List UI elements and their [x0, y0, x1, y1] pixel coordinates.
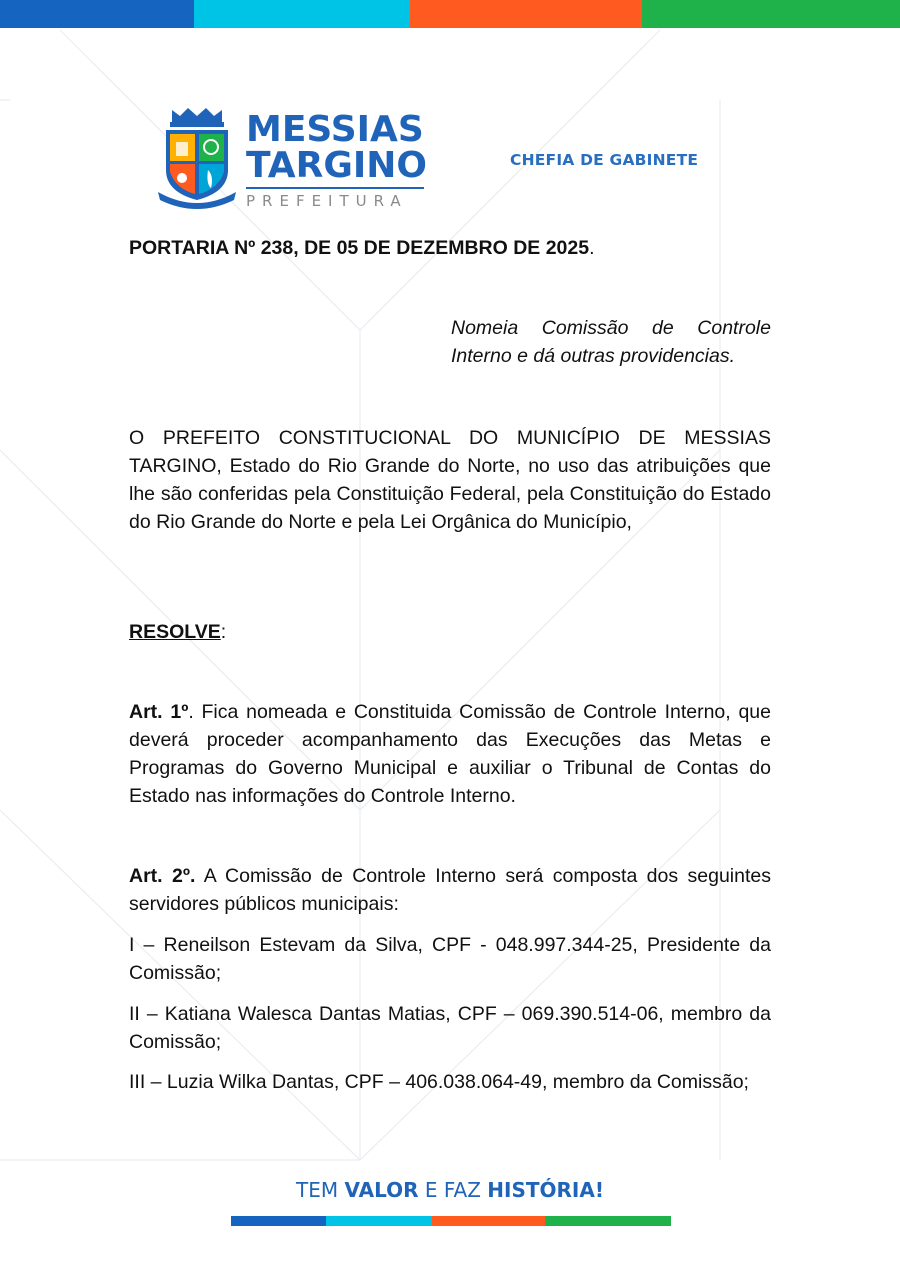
member-item-1: I – Reneilson Estevam da Silva, CPF - 048.997.344-25, Presidente da Comissão; — [129, 934, 771, 984]
band-green — [642, 0, 900, 28]
resolve-label: RESOLVE — [129, 621, 221, 643]
preamble: O PREFEITO CONSTITUCIONAL DO MUNICÍPIO DE MESSIAS TARGINO, Estado do Rio Grande do Norte, no uso das atribuições que lhe são conferidas pela Constituição Federal, pela Constituição do Estado do Rio Grande do Norte e pela Lei Orgânica do Município, — [129, 427, 771, 533]
brand-divider — [246, 187, 424, 189]
footer-band-blue — [231, 1216, 326, 1226]
top-color-band — [0, 0, 900, 28]
brand-subtitle: PREFEITURA — [246, 192, 408, 210]
article-1 — [129, 698, 771, 810]
bottom-color-band — [231, 1216, 671, 1226]
footer-band-cyan — [326, 1216, 432, 1226]
article-2-text: A Comissão de Controle Interno será composta dos seguintes servidores públicos municipais: — [129, 865, 771, 915]
brand-logo — [246, 109, 436, 210]
slogan-part-1: TEM — [296, 1178, 345, 1202]
ementa: Nomeia Comissão de Controle Interno e dá outras providencias. — [451, 317, 771, 367]
slogan-part-3: E FAZ — [418, 1178, 488, 1202]
footer-slogan — [0, 1178, 900, 1202]
title-period: . — [589, 237, 595, 259]
footer-band-green — [545, 1216, 671, 1226]
slogan-part-2: VALOR — [344, 1178, 419, 1202]
slogan-part-4: HISTÓRIA! — [487, 1178, 604, 1202]
brand-name-line1: MESSIAS — [246, 109, 424, 150]
band-blue — [0, 0, 194, 28]
article-1-text: . Fica nomeada e Constituida Comissão de Controle Interno, que deverá proceder acompanhamento das Execuções das Metas e Programas do Governo Municipal e auxiliar o Tribunal de Contas do Estado nas informações do Controle Interno. — [129, 701, 772, 807]
band-cyan — [194, 0, 410, 28]
resolve-colon: : — [220, 621, 227, 643]
article-1-label: Art. 1º — [129, 701, 189, 723]
document-title — [129, 234, 771, 262]
article-2 — [129, 862, 771, 918]
municipal-coat-of-arms-icon — [156, 104, 238, 212]
department-title: CHEFIA DE GABINETE — [510, 151, 699, 169]
portaria-number: PORTARIA Nº 238, DE 05 DE DEZEMBRO DE 2025 — [129, 237, 590, 259]
resolve-heading — [129, 618, 226, 646]
brand-name-line2: TARGINO — [246, 145, 428, 186]
footer-band-orange — [432, 1216, 545, 1226]
member-item-2: II – Katiana Walesca Dantas Matias, CPF – 069.390.514-06, membro da Comissão; — [129, 1003, 771, 1053]
article-2-label: Art. 2º. — [129, 865, 196, 887]
member-item-3: III – Luzia Wilka Dantas, CPF – 406.038.064-49, membro da Comissão; — [129, 1071, 749, 1093]
band-orange — [410, 0, 642, 28]
